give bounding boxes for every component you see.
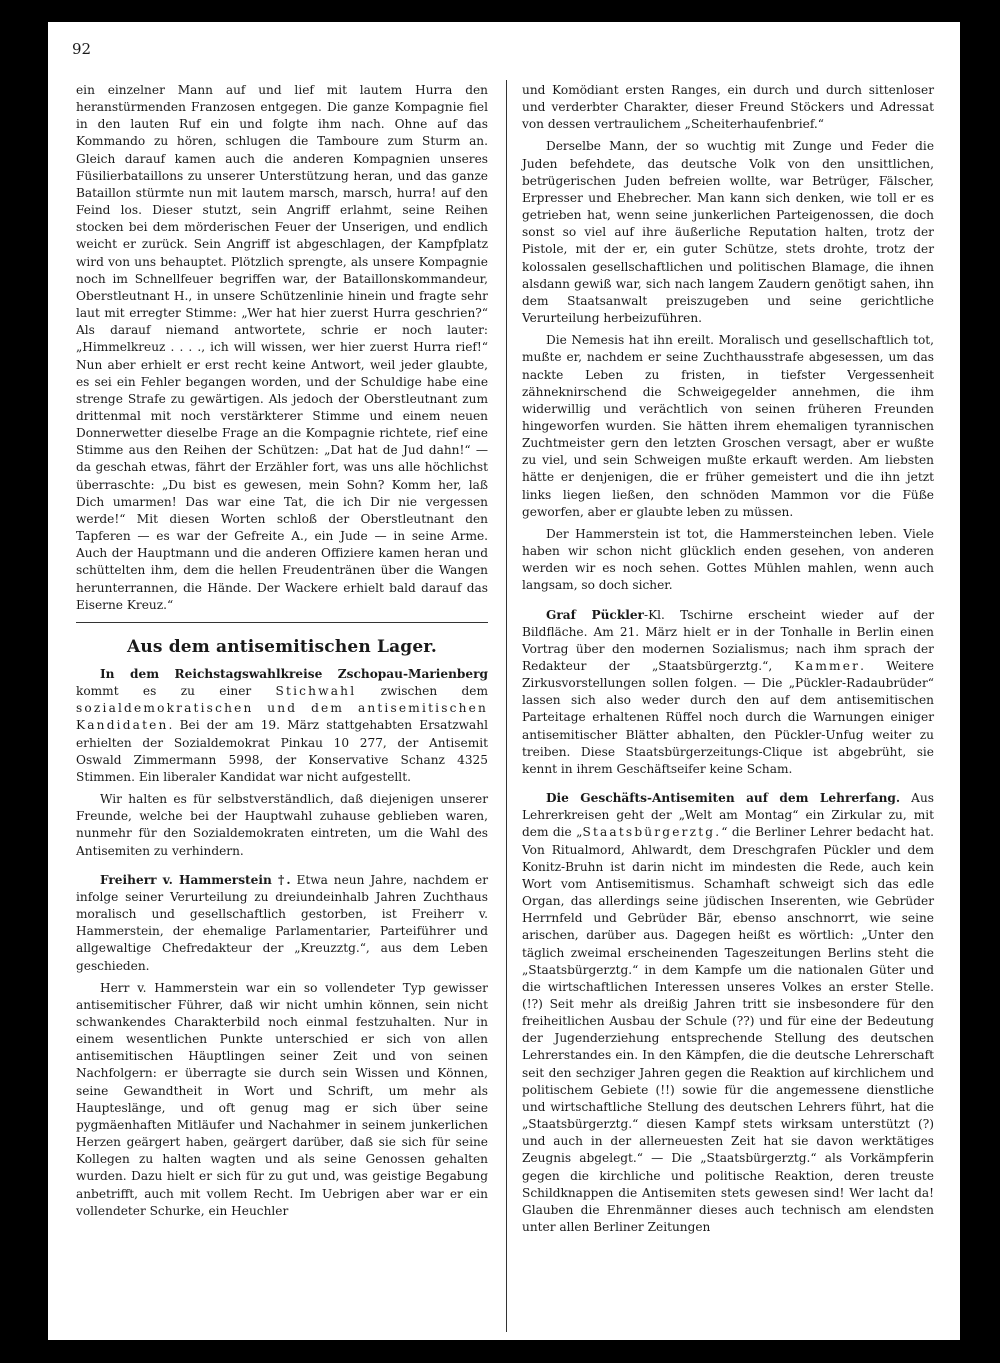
column-divider (506, 80, 507, 1332)
zschopau-lead: In dem Reichstagswahlkreise Zschopau-Marienberg (100, 667, 488, 681)
paragraph-hurra-story: ein einzelner Mann auf und lief mit lautem Hurra den heranstürmenden Franzosen entgegen. Die ganze Kompagnie fiel in den lauten Ruf ein und folgte ihm nach. Ohne auf das Kommando zu hören, schlugen die Tamboure zum Sturm an. Gleich darauf kamen auch die anderen Kompagnien unseres Füsilierbataillons zu unserer Unterstützung heran, und das ganze Bataillon stürmte nun mit lautem marsch, marsch, hurra! auf den Feind los. Dieser stutzt, sein Angriff erlahmt, seine Reihen stocken bei dem mörderischen Feuer der Unserigen, und endlich weicht er zurück. Sein Angriff ist abgeschlagen, der Kampfplatz wird von uns behauptet. Plötzlich sprengte, als unsere Kompagnie noch im Schnellfeuer begriffen war, der Bataillonskommandeur, Oberstleutnant H., in unsere Schützenlinie hinein und fragte sehr laut mit erregter Stimme: „Wer hat hier zuerst Hurra geschrien?“ Als darauf niemand antwortete, schrie er noch lauter: „Himmelkreuz . . . ., ich will wissen, wer hier zuerst Hurra rief!“ Nun aber erhielt er erst recht keine Antwort, weil jeder glaubte, es sei ein Fehler begangen worden, und der Schuldige habe eine strenge Strafe zu gewärtigen. Als jedoch der Oberstleutnant zum drittenmal mit noch verstärkterer Stimme und einem neuen Donnerwetter dieselbe Frage an die Kompagnie richtete, rief eine Stimme aus den Reihen der Schützen: „Dat hat de Jud dahn!“ — da geschah etwas, fährt der Erzähler fort, was uns alle höchlichst überraschte: „Du bist es gewesen, mein Sohn? Komm her, laß Dich umarmen! Das war eine Tat, die ich Dir nie vergessen werde!“ Mit diesen Worten schloß der Oberstleutnant den Tapferen — es war der Gefreite A., ein Jude — in seine Arme. Auch der Hauptmann und die anderen Offiziere kamen heran und schüttelten ihm, dem die hellen Freudentränen über die Wangen herunterrannen, die Hände. Der Wackere erhielt bald darauf das Eiserne Kreuz.“ (76, 83, 488, 612)
paragraph-geschaefts-antisemiten: Die Geschäfts-Antisemiten auf dem Lehrerfang. Aus Lehrerkreisen geht der „Welt am Montag“ ein Zirkular zu, mit dem die „Staatsbürgerztg.“ die Berliner Lehrer bedacht hat. Von Ritualmord, Ahlwardt, dem Dreschgrafen Pückler und dem Konitz-Bruhn ist darin nicht im mindesten die Rede, auch kein Wort vom Antisemitismus. Schamhaft schweigt sich das edle Organ, das allerdings seine jüdischen Inserenten, wie Gebrüder Herrnfeld und Gebrüder Bär, ebenso anschnorrt, wie seine arischen, darüber aus. Dagegen heißt es wörtlich: „Unter den täglich zweimal erscheinenden Tageszeitungen Berlins steht die „Staatsbürgerztg.“ in dem Kampfe um die nationalen Güter und die wirtschaftlichen Interessen unseres Volkes an erster Stelle. (!?) Seit mehr als dreißig Jahren tritt sie insbesondere für den freiheitlichen Ausbau der Schule (??) und für eine der Bedeutung der Jugenderziehung entsprechende Stellung des deutschen Lehrerstandes ein. In den Kämpfen, die die deutsche Lehrerschaft seit den sechziger Jahren gegen die Reaktion auf kirchlichem und politischem Gebiete (!!) sowie für die angemessene dienstliche und wirtschaftliche Stellung des deutschen Lehrers führt, hat die „Staatsbürgerztg.“ diesen Kampf stets wirksam unterstützt (?) und auch in der allerneuesten Zeit hat sie davon werktätiges Zeugnis abgelegt.“ — Die „Staatsbürgerztg.“ als Vorkämpferin gegen die kirchliche und politische Reaktion, deren treuste Schildknappen die Antisemiten stets gewesen sind! Wer lacht da! Glauben die Ehrenmänner dieses auch technisch am elendsten unter allen Berliner Zeitungen (522, 791, 934, 1234)
paragraph-wir-halten: Wir halten es für selbstverständlich, daß diejenigen unserer Freunde, welche bei der Hauptwahl zuhause geblieben waren, nunmehr für den Sozialdemokraten eintreten, um die Wahl des Antisemiten zu verhindern. (76, 792, 488, 858)
graf-pueckler-lead: Graf Pückler (546, 607, 644, 622)
geschaefts-antisemiten-lead: Die Geschäfts-Antisemiten auf dem Lehrerfang. (546, 791, 901, 806)
paragraph-hammerstein-tot: Der Hammerstein ist tot, die Hammersteinchen leben. Viele haben wir schon nicht glücklich enden gesehen, von anderen werden wir es noch sehen. Gottes Mühlen mahlen, wenn auch langsam, so doch sicher. (522, 526, 934, 593)
paragraph-zschopau: In dem Reichstagswahlkreise Zschopau-Marienberg kommt es zu einer Stichwahl zwischen dem sozialdemokratischen und dem antisemitischen Kandidaten. Bei der am 19. März stattgehabten Ersatzwahl erhielten der Sozialdemokrat Pinkau 10 277, der Antisemit Oswald Zimmermann 5998, der Konservative Schanz 4325 Stimmen. Ein liberaler Kandidat war nicht aufgestellt. (76, 667, 488, 784)
left-column (76, 82, 488, 1225)
page-number: 92 (72, 40, 92, 58)
hammerstein-lead: Freiherr v. Hammerstein †. (100, 872, 291, 887)
document-page (48, 22, 960, 1340)
right-column (522, 82, 934, 1241)
section-heading: Aus dem antisemitischen Lager. (127, 636, 437, 657)
paragraph-herr-v-hammerstein: Herr v. Hammerstein war ein so vollendeter Typ gewisser antisemitischer Führer, daß wir nicht umhin können, sein nicht schwankendes Charakterbild noch einmal festzuhalten. Nur in einem wesentlichen Punkte unterschied er sich von allen antisemitischen Häuptlingen seiner Zeit und von seinen Nachfolgern: er überragte sie durch sein Wissen und Können, seine Gewandtheit in Wort und Schrift, um mehr als Haupteslänge, und oft genug mag er sich über seine pygmäenhaften Mitläufer und Nachahmer in seinem junkerlichen Herzen geärgert haben, geärgert darüber, daß sie sich für seine Kollegen zu halten wagten und als seine Genossen gehalten wurden. Dazu hielt er sich für zu gut und, was geistige Begabung anbetrifft, auch mit vollem Recht. Im Uebrigen aber war er ein vollendeter Schurke, ein Heuchler (76, 980, 488, 1218)
paragraph-derselbe-mann: Derselbe Mann, der so wuchtig mit Zunge und Feder die Juden befehdete, das deutsche Volk von den unsittlichen, betrügerischen Juden befreien wollte, war Betrüger, Fälscher, Erpresser und Ehebrecher. Man kann sich denken, wie toll er es getrieben hat, wenn seine junkerlichen Parteigenossen, die doch sonst so viel auf ihre äußerliche Reputation halten, trotz der Pistole, mit der er, ein guter Schütze, stets drohte, trotz der kolossalen gesellschaftlichen und politischen Blamage, die ihnen alsdann gewiß war, sich nach langem Zaudern genötigt sahen, ihn dem Staatsanwalt preiszugeben und seine gerichtliche Verurteilung herbeizuführen. (522, 139, 934, 326)
paragraph-graf-pueckler: Graf Pückler-Kl. Tschirne erscheint wieder auf der Bildfläche. Am 21. März hielt er in der Tonhalle in Berlin einen Vortrag über den modernen Sozialismus; nach ihm sprach der Redakteur der „Staatsbürgerztg.“, Kammer. Weitere Zirkusvorstellungen sollen folgen. — Die „Pückler-Radaubrüder“ lassen sich also weder durch den auf dem antisemitischen Parteitage erhaltenen Rüffel noch durch die Warnungen einiger antisemitischer Blätter abhalten, den Pückler-Unfug weiter zu treiben. Diese Staatsbürgerzeitungs-Clique ist abgebrüht, sie kennt in ihrem Geschäftseifer keine Scham. (522, 607, 934, 776)
paragraph-nemesis: Die Nemesis hat ihn ereilt. Moralisch und gesellschaftlich tot, mußte er, nachdem er seine Zuchthausstrafe abgesessen, um das nackte Leben zu fristen, in tiefster Vergessenheit zähneknirschend die Schweigegelder annehmen, die ihm widerwillig und verächtlich von seinen früheren Freunden hingeworfen wurden. Sie hätten ihrem ehemaligen tyrannischen Zuchtmeister gern den letzten Groschen versagt, aber er wußte zu viel, und sein Schweigen mußte erkauft werden. Am liebsten hätte er denjenigen, die er früher gemeistert und die ihn jetzt links liegen ließen, den schnöden Mammon vor die Füße geworfen, aber er glaubte leben zu müssen. (522, 333, 934, 519)
article-end-rule (76, 622, 488, 623)
paragraph-komoediant: und Komödiant ersten Ranges, ein durch und durch sittenloser und verderbter Charakter, dieser Freund Stöckers und Adressat von dessen vertraulichem „Scheiterhaufenbrief.“ (522, 83, 934, 132)
paragraph-hammerstein: Freiherr v. Hammerstein †. Etwa neun Jahre, nachdem er infolge seiner Verurteilung zu dreiundeinhalb Jahren Zuchthaus moralisch und gesellschaftlich gestorben, ist Freiherr v. Hammerstein, der ehemalige Parlamentarier, Parteiführer und allgewaltige Chefredakteur der „Kreuzztg.“, aus dem Leben geschieden. (76, 872, 488, 973)
